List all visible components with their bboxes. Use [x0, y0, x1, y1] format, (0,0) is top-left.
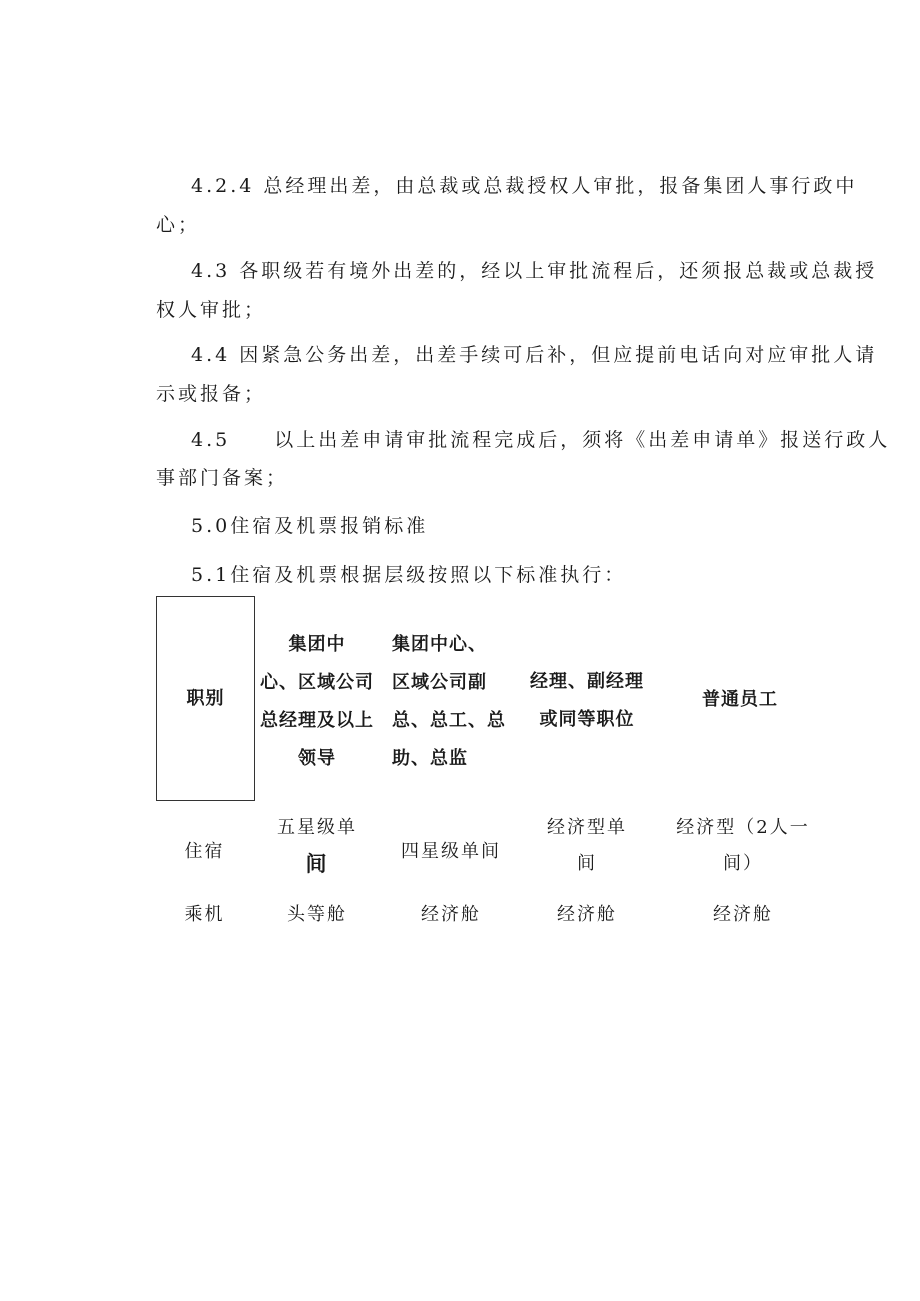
- header-col2-line: 总、总工、总: [392, 710, 506, 731]
- paragraph-4-3-cont: 权人审批；: [156, 299, 267, 321]
- row-lodging-col1: [254, 808, 380, 884]
- cell-text: 头等舱: [287, 904, 347, 925]
- row-flight-col2: [386, 895, 516, 935]
- table-header-col3: [522, 662, 652, 740]
- row-flight-col4: [660, 895, 826, 935]
- paragraph-4-5-cont: 事部门备案；: [156, 467, 289, 489]
- cell-text: 经济舱: [421, 904, 481, 925]
- cell-line: 经济型单: [547, 817, 627, 838]
- section-heading-5-0: 5.0住宿及机票报销标准: [191, 515, 429, 537]
- cell-line: 经济型（2人一: [676, 817, 810, 838]
- row-lodging-col4: [660, 808, 826, 884]
- table-header-label: [156, 596, 255, 801]
- header-col1-line: 集团中: [288, 634, 346, 655]
- header-col1-line: 心、区域公司: [260, 672, 374, 693]
- paragraph-4-3: 4.3 各职级若有境外出差的，经以上审批流程后，还须报总裁或总裁授: [191, 260, 878, 282]
- row-lodging-col2: [386, 832, 516, 872]
- paragraph-4-4-cont: 示或报备；: [156, 383, 267, 405]
- cell-line: 间）: [723, 853, 763, 874]
- table-header-col4: [660, 680, 820, 720]
- row-flight-col3: [522, 895, 652, 935]
- header-col2-line: 区域公司副: [392, 672, 487, 693]
- table-header-col2: [392, 624, 520, 780]
- header-col4-text: 普通员工: [702, 689, 778, 710]
- paragraph-4-5: 4.5 以上出差申请审批流程完成后，须将《出差申请单》报送行政人: [191, 429, 891, 451]
- cell-line: 五星级单: [277, 817, 357, 838]
- paragraph-4-2-4: 4.2.4 总经理出差，由总裁或总裁授权人审批，报备集团人事行政中: [191, 175, 858, 197]
- header-label-text: 职别: [186, 687, 225, 709]
- row-lodging-col3: [522, 808, 652, 884]
- header-col1-line: 总经理及以上: [260, 710, 374, 731]
- header-col1-line: 领导: [298, 748, 336, 769]
- section-sub-5-1: 5.1住宿及机票根据层级按照以下标准执行：: [191, 564, 627, 586]
- cell-line: 间: [577, 853, 597, 874]
- header-col2-line: 集团中心、: [392, 634, 487, 655]
- paragraph-4-2-4-cont: 心；: [156, 214, 201, 236]
- cell-text: 经济舱: [557, 904, 617, 925]
- cell-text: 经济舱: [713, 904, 773, 925]
- row-flight-label: [156, 895, 253, 935]
- cell-text: 四星级单间: [401, 841, 501, 862]
- row-flight-col1: [254, 895, 380, 935]
- paragraph-4-4: 4.4 因紧急公务出差，出差手续可后补，但应提前电话向对应审批人请: [191, 344, 878, 366]
- header-col2-line: 助、总监: [392, 748, 468, 769]
- header-col3-line: 或同等职位: [539, 709, 635, 730]
- row-label-text: 乘机: [184, 904, 225, 925]
- row-lodging-label: [156, 832, 253, 872]
- header-col3-line: 经理、副经理: [530, 671, 644, 692]
- table-header-col1: [254, 624, 380, 780]
- row-label-text: 住宿: [184, 841, 225, 862]
- cell-line: 间: [305, 852, 329, 876]
